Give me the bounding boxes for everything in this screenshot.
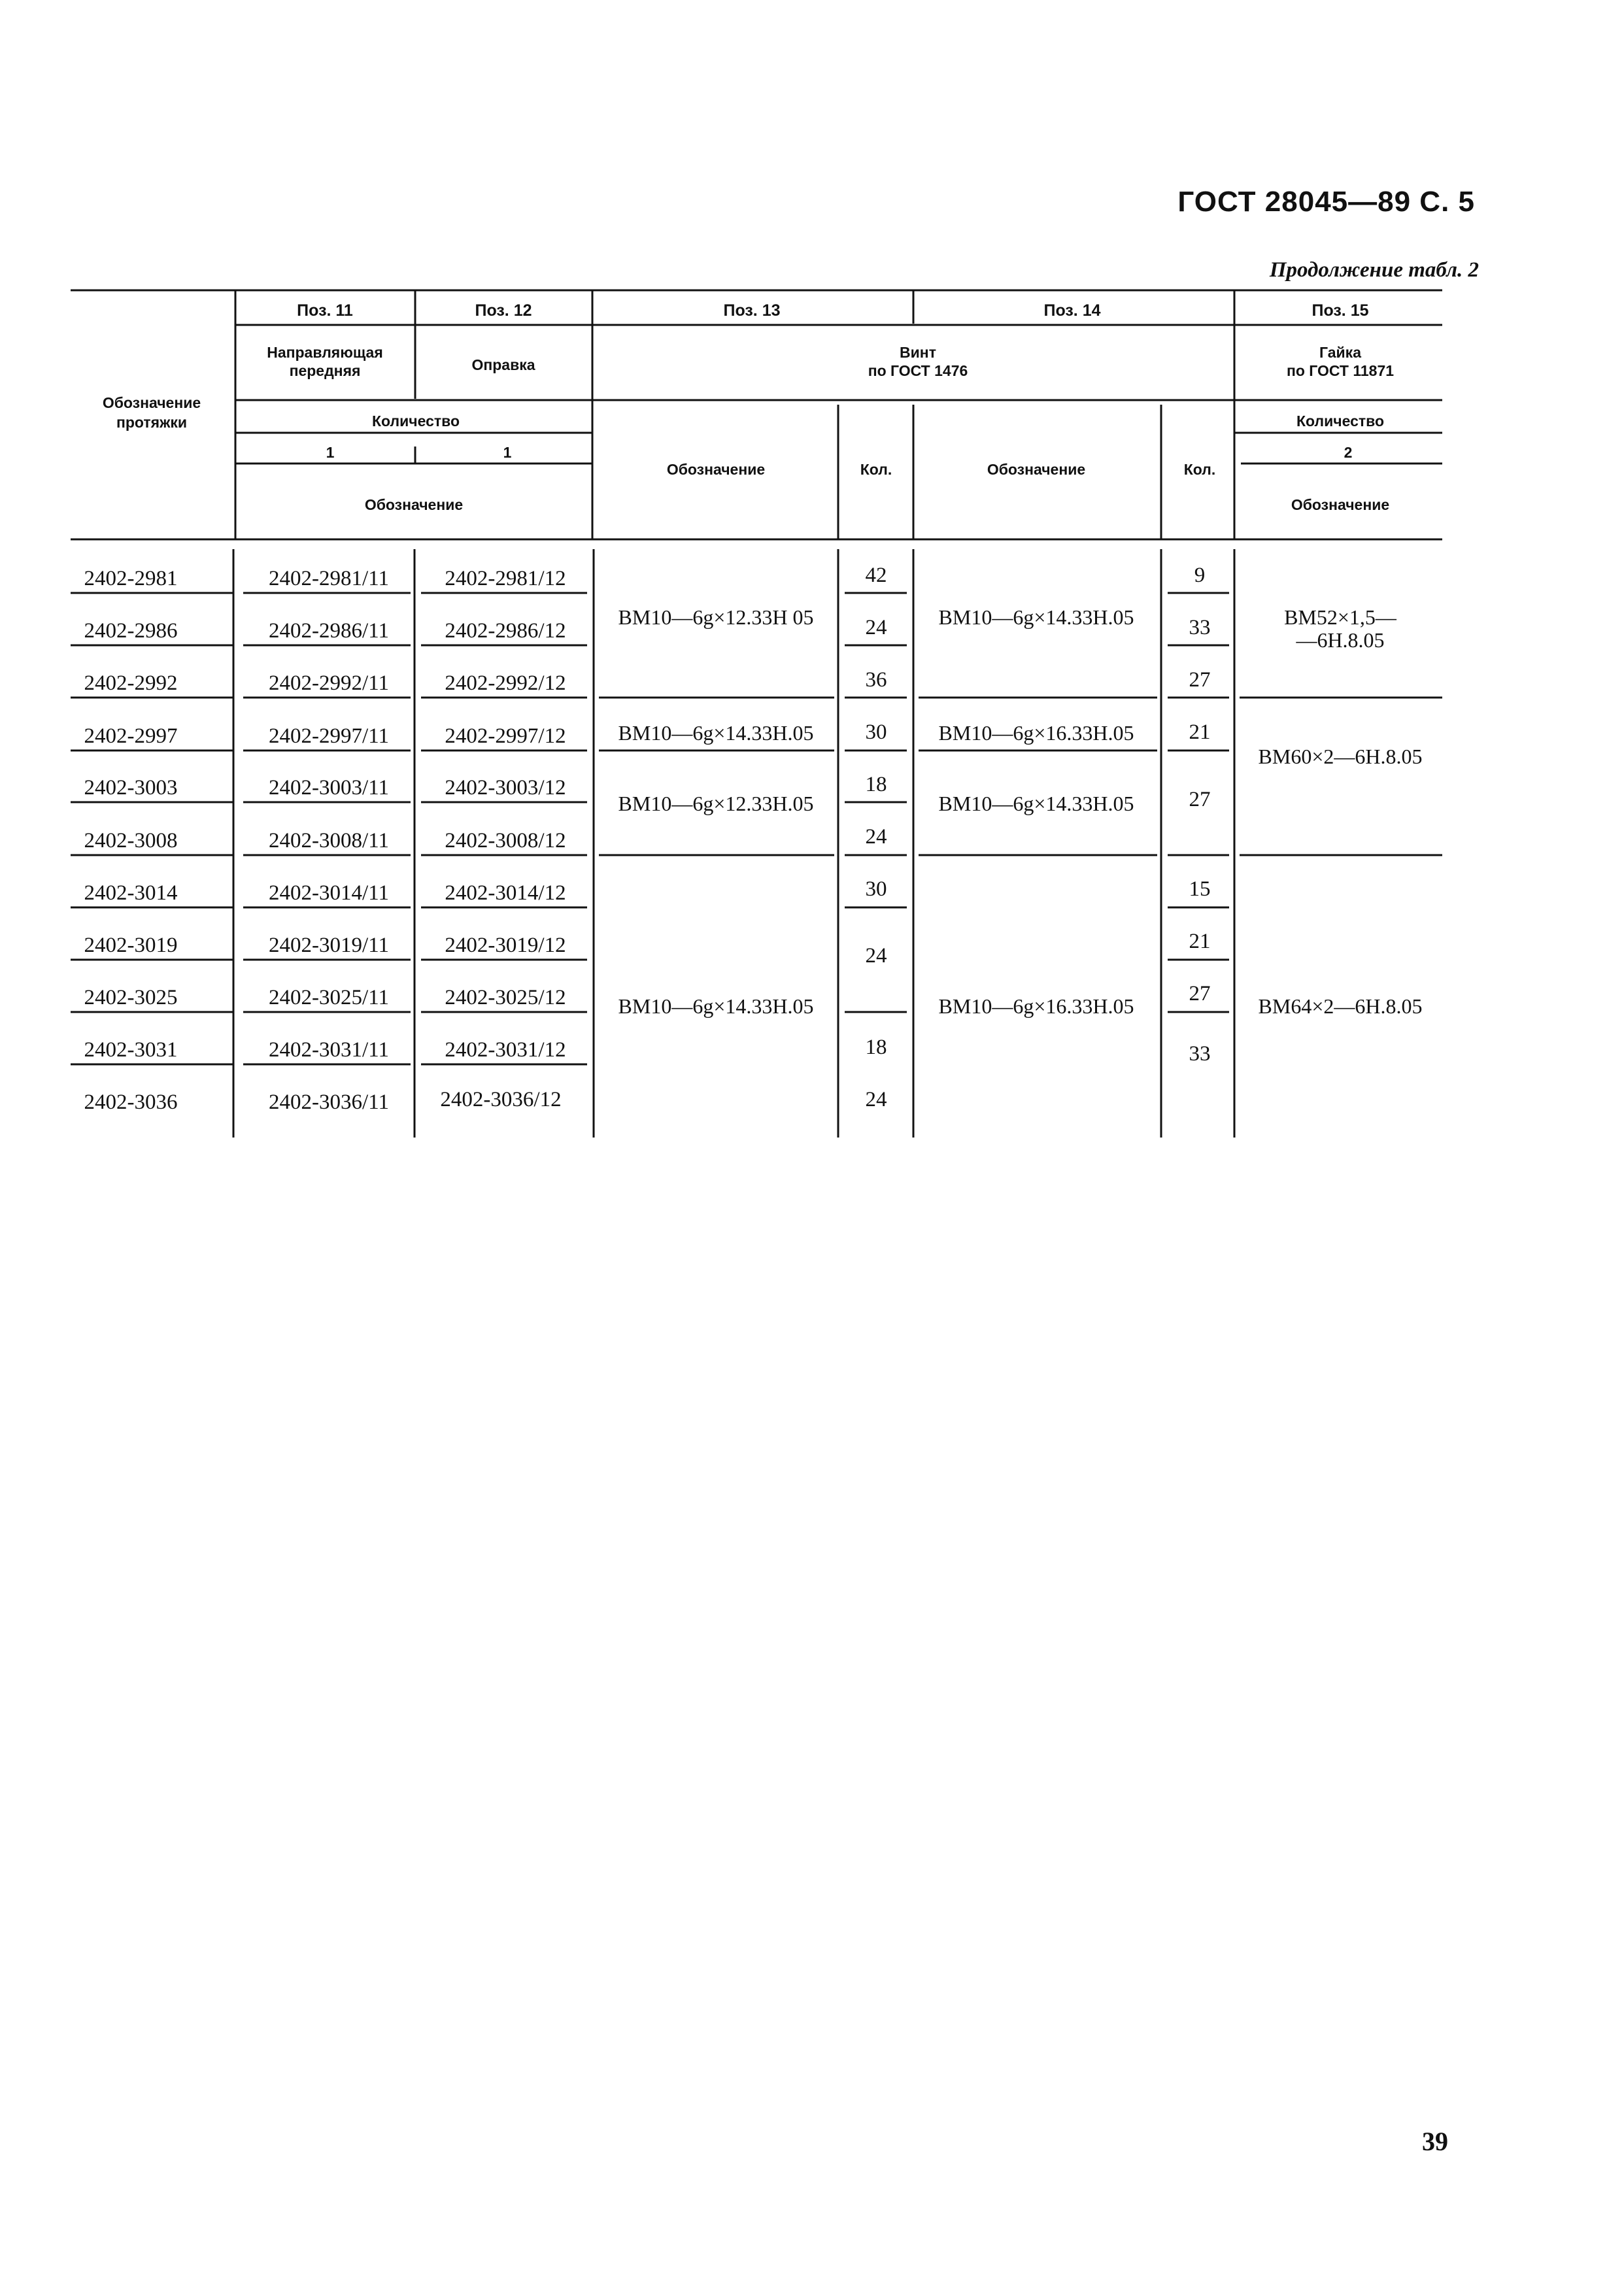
nut15-cell: ВМ64×2—6Н.8.05 xyxy=(1258,994,1423,1018)
mandrel-cell: 2402-2986/12 xyxy=(445,619,566,643)
qty14-cell: 33 xyxy=(1189,1042,1211,1066)
screw-name-2: по ГОСТ 1476 xyxy=(868,362,968,379)
mandrel-cell: 2402-3025/12 xyxy=(445,986,566,1009)
screw14-cell: ВМ10—6g×16.33Н.05 xyxy=(938,994,1134,1018)
broach-cell: 2402-3008 xyxy=(84,829,178,852)
broach-cell: 2402-2986 xyxy=(84,619,178,643)
qty13-cell: 42 xyxy=(865,564,887,587)
guide-cell: 2402-2992/11 xyxy=(269,671,389,695)
guide-cell: 2402-3003/11 xyxy=(269,776,389,800)
qty13-cell: 18 xyxy=(865,1036,887,1059)
guide-cell: 2402-3025/11 xyxy=(269,986,389,1009)
qty13-cell: 24 xyxy=(865,1088,887,1111)
mandrel-cell: 2402-2992/12 xyxy=(445,671,566,695)
broach-cell: 2402-3036 xyxy=(84,1090,178,1114)
guide-cell: 2402-2981/11 xyxy=(269,567,389,590)
pos13-label: Поз. 13 xyxy=(723,301,781,320)
pos11-name-1: Направляющая xyxy=(267,344,383,361)
qty-label-left: Количество xyxy=(371,413,460,430)
qty-short-pos13: Кол. xyxy=(860,461,892,478)
qty-pos11: 1 xyxy=(326,444,335,461)
mandrel-cell: 2402-3031/12 xyxy=(445,1038,566,1062)
guide-cell: 2402-3014/11 xyxy=(269,881,389,905)
guide-cell: 2402-3008/11 xyxy=(269,829,389,852)
pos15-label: Поз. 15 xyxy=(1311,301,1369,320)
qty-pos15: 2 xyxy=(1344,444,1353,461)
screw14-cell: ВМ10—6g×16.33Н.05 xyxy=(938,721,1134,745)
qty14-cell: 27 xyxy=(1189,982,1211,1005)
qty13-cell: 36 xyxy=(865,668,887,692)
screw14-cell: ВМ10—6g×14.33Н.05 xyxy=(938,792,1134,815)
broach-cell: 2402-2997 xyxy=(84,724,178,748)
designation-left: Обозначение xyxy=(364,496,464,513)
guide-cell: 2402-2997/11 xyxy=(269,724,389,748)
screw13-cell: ВМ10—6g×14.33Н.05 xyxy=(618,994,814,1018)
screw14-cell: ВМ10—6g×14.33Н.05 xyxy=(938,605,1134,629)
broach-cell: 2402-3003 xyxy=(84,776,178,800)
broach-cell: 2402-2981 xyxy=(84,567,178,590)
qty14-cell: 9 xyxy=(1194,564,1206,587)
qty13-cell: 24 xyxy=(865,944,887,968)
guide-cell: 2402-2986/11 xyxy=(269,619,389,643)
pos12-name: Оправка xyxy=(471,356,535,373)
designation-pos15: Обозначение xyxy=(1291,496,1390,513)
qty13-cell: 30 xyxy=(865,720,887,744)
table-continuation-note: Продолжение табл. 2 xyxy=(1269,258,1479,282)
qty14-cell: 21 xyxy=(1189,720,1211,744)
broach-cell: 2402-3019 xyxy=(84,934,178,957)
mandrel-cell: 2402-2997/12 xyxy=(445,724,566,748)
pos11-label: Поз. 11 xyxy=(297,301,353,320)
mandrel-cell: 2402-2981/12 xyxy=(445,567,566,590)
mandrel-cell: 2402-3003/12 xyxy=(445,776,566,800)
qty14-cell: 15 xyxy=(1189,877,1211,901)
qty14-cell: 27 xyxy=(1189,788,1211,811)
qty-label-pos15: Количество xyxy=(1296,413,1385,430)
mandrel-cell: 2402-3036/12 xyxy=(440,1088,562,1111)
designation-pos14: Обозначение xyxy=(987,461,1086,478)
qty14-cell: 33 xyxy=(1189,616,1211,639)
guide-cell: 2402-3031/11 xyxy=(269,1038,389,1062)
qty-short-pos14: Кол. xyxy=(1183,461,1216,478)
mandrel-cell: 2402-3008/12 xyxy=(445,829,566,852)
qty13-cell: 24 xyxy=(865,825,887,849)
col-designation-header: Обозначение xyxy=(102,394,201,411)
nut15-cell: ВМ60×2—6Н.8.05 xyxy=(1258,745,1423,768)
page-number: 39 xyxy=(1422,2127,1448,2156)
screw13-cell: ВМ10—6g×14.33Н.05 xyxy=(618,721,814,745)
qty-pos12: 1 xyxy=(503,444,512,461)
page-header: ГОСТ 28045—89 С. 5 xyxy=(1177,186,1475,218)
pos14-label: Поз. 14 xyxy=(1043,301,1101,320)
screw13-cell: ВМ10—6g×12.33Н.05 xyxy=(618,792,814,815)
broach-cell: 2402-2992 xyxy=(84,671,178,695)
mandrel-cell: 2402-3014/12 xyxy=(445,881,566,905)
nut-name-2: по ГОСТ 11871 xyxy=(1286,362,1395,379)
broach-cell: 2402-3031 xyxy=(84,1038,178,1062)
mandrel-cell: 2402-3019/12 xyxy=(445,934,566,957)
broach-cell: 2402-3025 xyxy=(84,986,178,1009)
nut15-cell: ВМ52×1,5— xyxy=(1284,605,1396,629)
guide-cell: 2402-3019/11 xyxy=(269,934,389,957)
qty14-cell: 27 xyxy=(1189,668,1211,692)
nut-name-1: Гайка xyxy=(1319,344,1361,361)
broach-cell: 2402-3014 xyxy=(84,881,178,905)
pos12-label: Поз. 12 xyxy=(475,301,532,320)
pos11-name-2: передняя xyxy=(289,362,361,379)
qty13-cell: 30 xyxy=(865,877,887,901)
qty14-cell: 21 xyxy=(1189,930,1211,953)
col-designation-header-2: протяжки xyxy=(116,414,188,431)
screw13-cell: ВМ10—6g×12.33Н 05 xyxy=(618,605,814,629)
qty13-cell: 24 xyxy=(865,616,887,639)
qty13-cell: 18 xyxy=(865,773,887,796)
screw-name-1: Винт xyxy=(900,344,936,361)
guide-cell: 2402-3036/11 xyxy=(269,1090,389,1114)
designation-pos13: Обозначение xyxy=(666,461,766,478)
nut15-cell: —6Н.8.05 xyxy=(1296,628,1385,652)
